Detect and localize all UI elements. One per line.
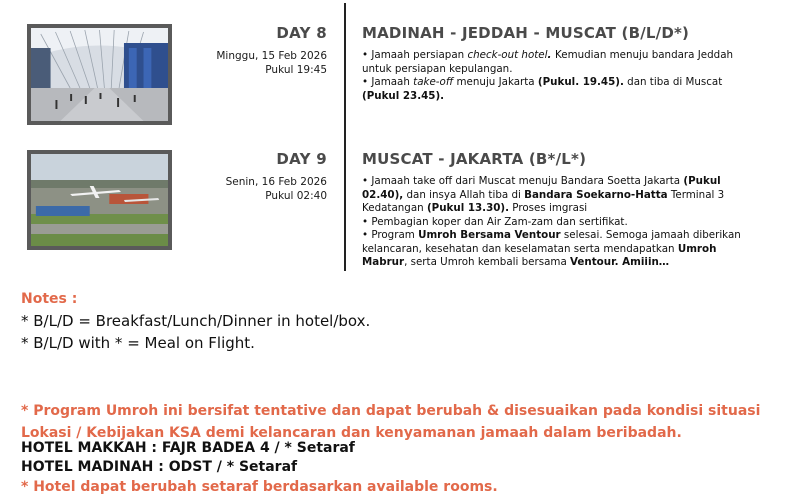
day-9-label: DAY 9 xyxy=(276,150,327,168)
airport-apron-photo xyxy=(27,150,172,250)
notes-flight-meal: * B/L/D with * = Meal on Flight. xyxy=(21,334,255,352)
day-9-time: Pukul 02:40 xyxy=(265,190,327,202)
notes-heading: Notes : xyxy=(21,291,78,307)
day-9-bullet-2: • Pembagian koper dan Air Zam-zam dan sertifikat. xyxy=(362,215,628,228)
day-8-bullet-2: • Jamaah take-off menuju Jakarta (Pukul. 19.45). dan tiba di Muscat (Pukul 23.45). xyxy=(362,76,723,102)
day-8-label: DAY 8 xyxy=(276,24,327,42)
day-8-date: Minggu, 15 Feb 2026 xyxy=(216,50,327,62)
day-8-title: MADINAH - JEDDAH - MUSCAT (B/L/D*) xyxy=(362,24,690,42)
day-8-description xyxy=(362,49,762,103)
tentative-disclaimer: * Program Umroh ini bersifat tentative dan dapat berubah & disesuaikan pada kondisi situasi Lokasi / Kebijakan KSA demi kelancaran dan kenyamanan jamaah dalam beribadah. xyxy=(21,403,761,441)
hotel-footnote: * Hotel dapat berubah setaraf berdasarkan available rooms. xyxy=(21,479,498,495)
day-8-bullet-1: • Jamaah persiapan check-out hotel. Kemudian menuju bandara Jeddah untuk persiapan kepulangan. xyxy=(362,49,734,75)
day-9-bullet-3: • Program Umroh Bersama Ventour selesai. Semoga jamaah diberikan kelancaran, kesehatan dan keselamatan serta mendapatkan Umroh Mabrur, serta Umroh kembali bersama Ventour. Amiiin… xyxy=(362,229,741,268)
day-9-description xyxy=(362,175,762,270)
notes-meal-legend: * B/L/D = Breakfast/Lunch/Dinner in hotel/box. xyxy=(21,312,371,330)
day-9-date: Senin, 16 Feb 2026 xyxy=(225,176,327,188)
day-8-time: Pukul 19:45 xyxy=(265,64,327,76)
day-9-datetime xyxy=(226,175,327,203)
hotel-makkah: HOTEL MAKKAH : FAJR BADEA 4 / * Setaraf xyxy=(21,440,355,456)
day-9-bullet-1: • Jamaah take off dari Muscat menuju Bandara Soetta Jakarta (Pukul 02.40), dan insya Allah tiba di Bandara Soekarno-Hatta Terminal 3 Kedatangan (Pukul 13.30). Proses imgrasi xyxy=(362,175,725,214)
timeline-divider xyxy=(344,3,346,271)
hotel-madinah: HOTEL MADINAH : ODST / * Setaraf xyxy=(21,459,298,475)
airport-terminal-photo xyxy=(27,24,172,125)
day-9-title: MUSCAT - JAKARTA (B*/L*) xyxy=(362,150,587,168)
day-8-datetime xyxy=(216,49,327,77)
